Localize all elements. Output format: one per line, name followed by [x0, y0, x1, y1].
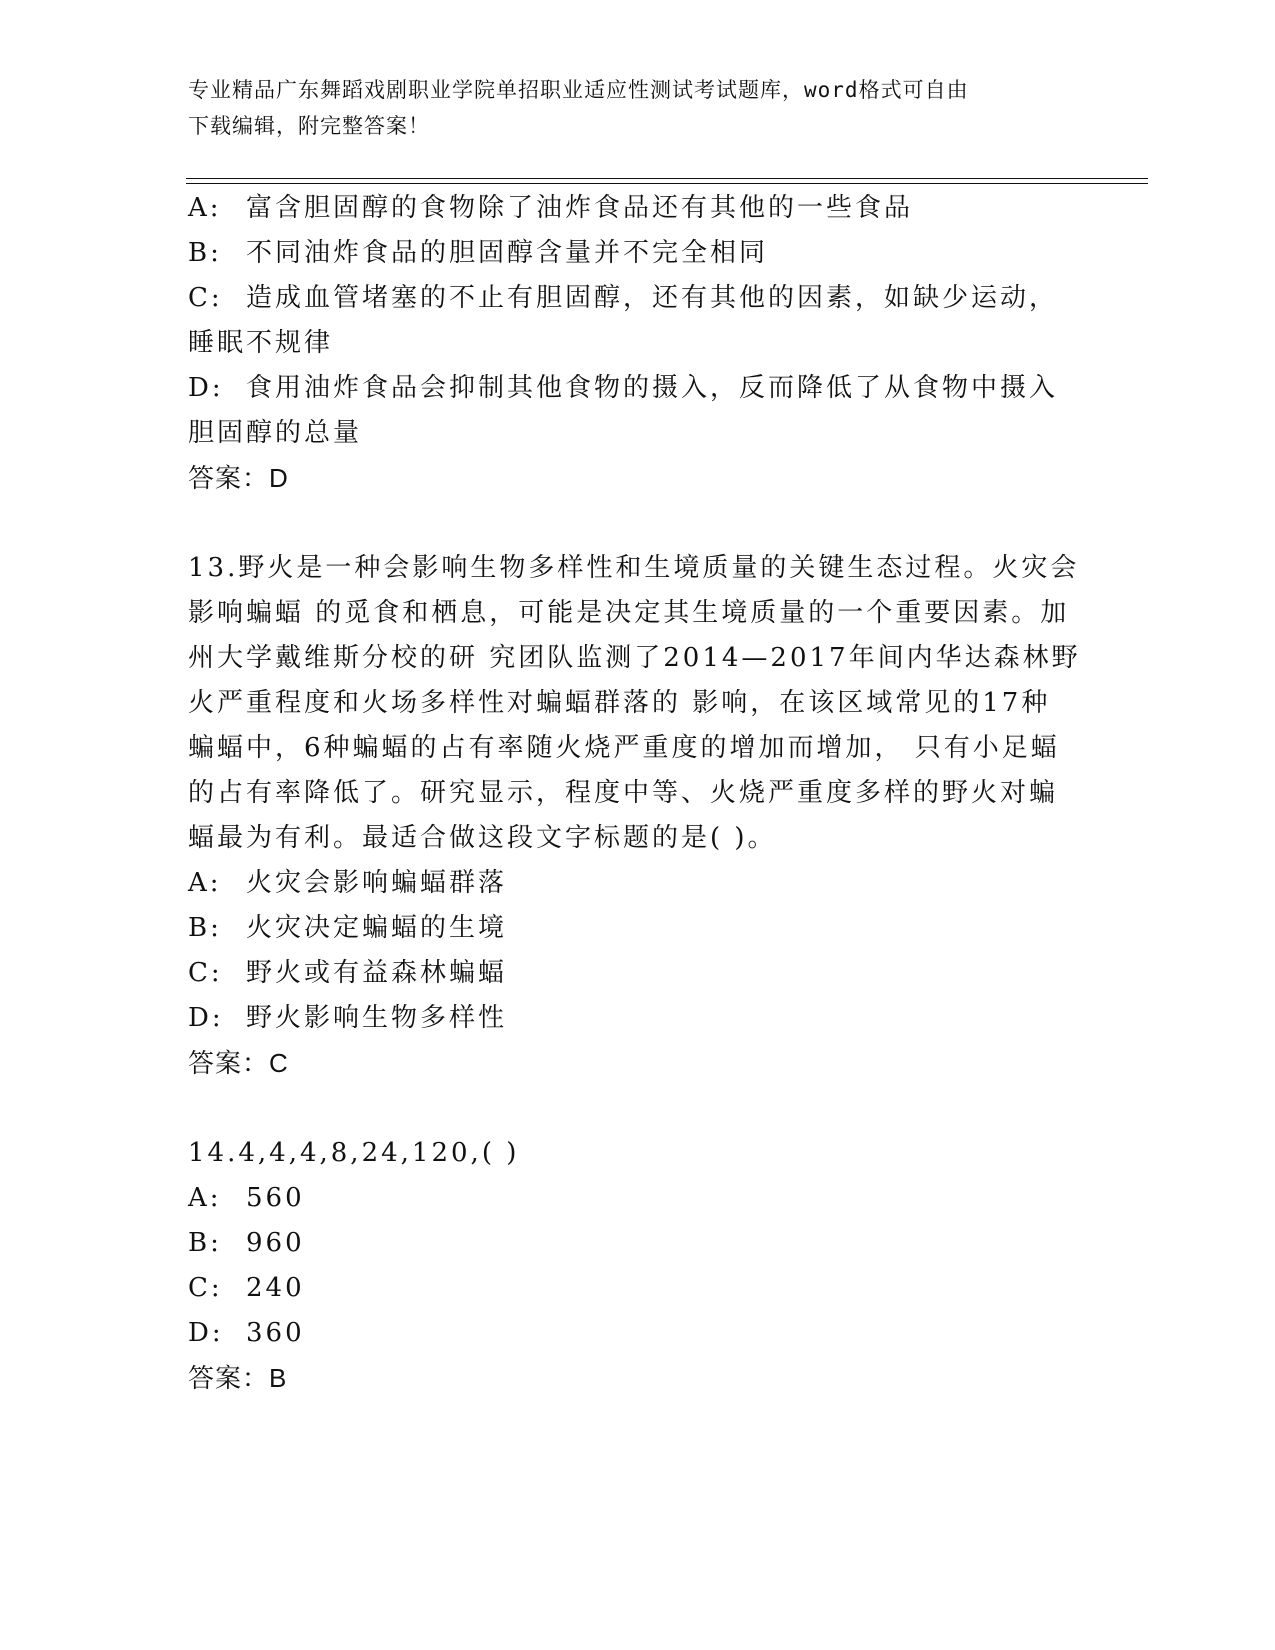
document-header — [188, 72, 1088, 144]
option-letter: B: — [188, 913, 222, 943]
option-c — [188, 276, 1068, 321]
option-letter: C: — [188, 1273, 223, 1303]
option-text: 火灾会影响蝙蝠群落 — [246, 868, 508, 898]
option-letter: A: — [188, 1183, 222, 1213]
option-a — [188, 186, 1068, 231]
option-text: 富含胆固醇的食物除了油炸食品还有其他的一些食品 — [246, 193, 914, 223]
option-text: 560 — [246, 1183, 305, 1213]
spacer — [188, 501, 1068, 546]
option-text: 野火影响生物多样性 — [246, 1003, 508, 1033]
question-stem-line: 蝠最为有利。最适合做这段文字标题的是( )。 — [188, 823, 777, 853]
question-stem-line: 州大学戴维斯分校的研 究团队监测了2014—2017年间内华达森林野 — [188, 643, 1081, 673]
option-letter: C: — [188, 958, 223, 988]
question-stem-line: 的占有率降低了。研究显示，程度中等、火烧严重度多样的野火对蝙 — [188, 778, 1059, 808]
question-13 — [188, 546, 1081, 1086]
option-text: 食用油炸食品会抑制其他食物的摄入，反而降低了从食物中摄入 — [246, 373, 1059, 403]
option-text: 火灾决定蝙蝠的生境 — [246, 913, 508, 943]
option-d-continued: 胆固醇的总量 — [188, 418, 363, 448]
option-letter: A: — [188, 193, 222, 223]
option-a — [188, 1176, 1068, 1221]
option-text: 240 — [246, 1273, 305, 1303]
option-c — [188, 1266, 1068, 1311]
answer-line: 答案：B — [188, 1363, 288, 1393]
question-14 — [188, 1131, 1068, 1401]
option-d — [188, 366, 1068, 411]
option-letter: D: — [188, 1003, 224, 1033]
option-c-continued: 睡眠不规律 — [188, 328, 334, 358]
option-letter: C: — [188, 283, 223, 313]
header-line-2: 下载编辑，附完整答案！ — [188, 114, 430, 138]
answer-line: 答案：D — [188, 463, 289, 493]
option-letter: B: — [188, 1228, 222, 1258]
question-stem-line: 13.野火是一种会影响生物多样性和生境质量的关键生态过程。火灾会 — [188, 553, 1080, 583]
question-stem-line: 蝙蝠中，6种蝙蝠的占有率随火烧严重度的增加而增加， 只有小足蝠 — [188, 733, 1060, 763]
question-content — [188, 186, 1081, 1401]
option-text: 野火或有益森林蝙蝠 — [246, 958, 508, 988]
question-stem-line: 14.4,4,4,8,24,120,( ) — [188, 1138, 520, 1168]
option-d — [188, 1311, 1068, 1356]
header-divider-top — [186, 178, 1148, 179]
answer-line: 答案：C — [188, 1048, 289, 1078]
option-text: 360 — [246, 1318, 305, 1348]
option-c — [188, 951, 1068, 996]
option-b — [188, 1221, 1068, 1266]
option-letter: B: — [188, 238, 222, 268]
option-letter: D: — [188, 373, 224, 403]
option-b — [188, 231, 1068, 276]
header-line-1: 专业精品广东舞蹈戏剧职业学院单招职业适应性测试考试题库，word格式可自由 — [188, 78, 969, 102]
option-letter: D: — [188, 1318, 224, 1348]
option-letter: A: — [188, 868, 222, 898]
header-divider-bottom — [186, 183, 1148, 184]
option-text: 造成血管堵塞的不止有胆固醇，还有其他的因素，如缺少运动， — [246, 283, 1059, 313]
option-d — [188, 996, 1068, 1041]
option-b — [188, 906, 1068, 951]
option-text: 不同油炸食品的胆固醇含量并不完全相同 — [246, 238, 769, 268]
option-text: 960 — [246, 1228, 305, 1258]
question-stem-line: 影响蝙蝠 的觅食和栖息，可能是决定其生境质量的一个重要因素。加 — [188, 598, 1070, 628]
prev-question-options — [188, 186, 1068, 501]
spacer — [188, 1086, 1068, 1131]
question-stem-line: 火严重程度和火场多样性对蝙蝠群落的 影响，在该区域常见的17种 — [188, 688, 1051, 718]
option-a — [188, 861, 1068, 906]
